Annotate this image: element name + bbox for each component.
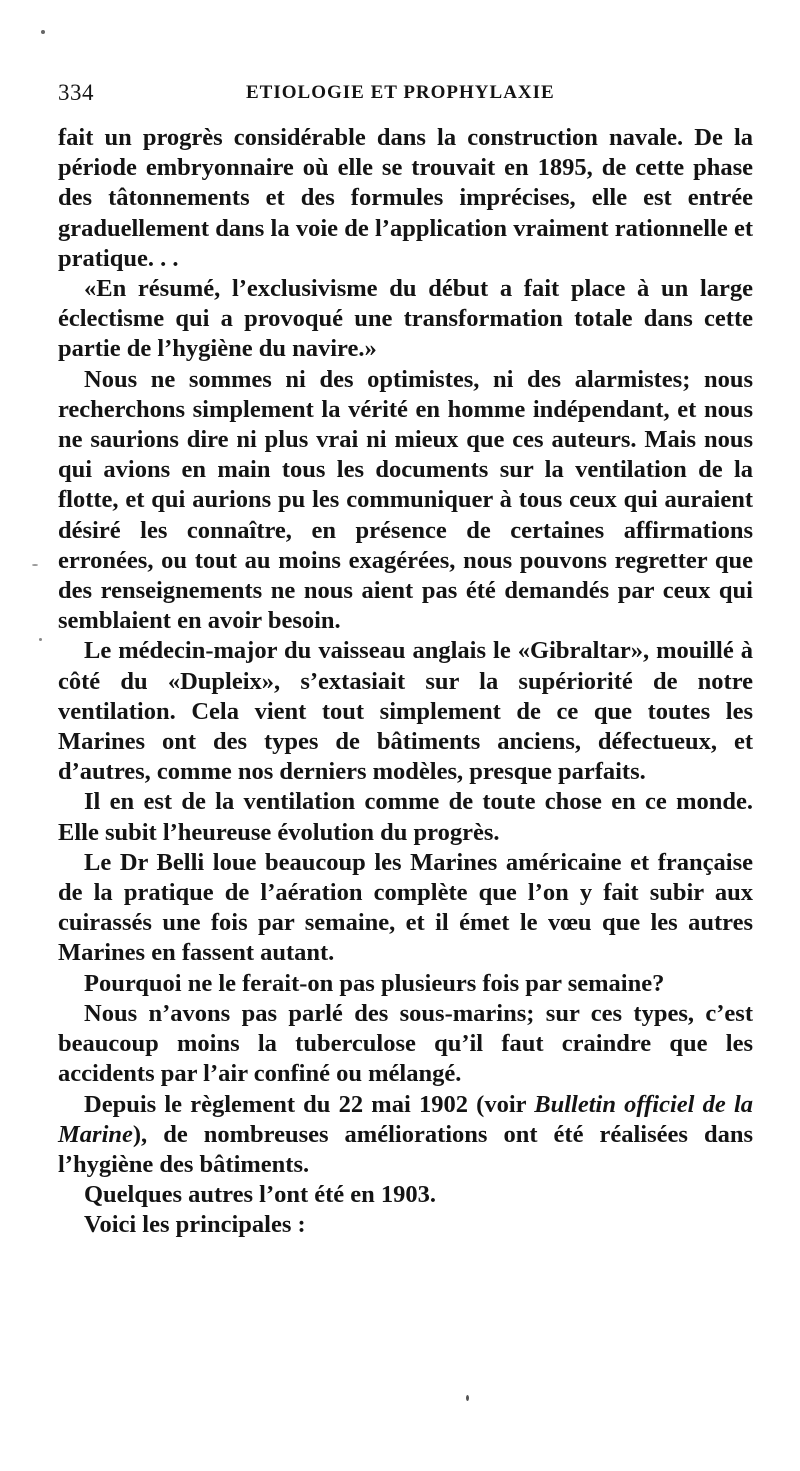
publication-title: Bulletin officiel de la Marine	[58, 1090, 753, 1148]
paragraph: Nous ne sommes ni des optimistes, ni des alarmistes; nous recherchons simplement la vérité en homme indépendant, et nous ne saurions dire ni plus vrai ni mieux que ces auteurs. Mais nous qui avions en main tous les documents sur la ventilation de la flotte, et qui aurions pu les communiquer à tous ceux qui auraient désiré les connaître, en présence de certaines affirmations erronées, ou tout au moins exagérées, nous pouvons regretter que des renseignements ne nous aient pas été demandés par ceux qui semblaient en avoir besoin.	[58, 365, 753, 635]
page-number: 334	[58, 80, 94, 105]
print-speck	[466, 1395, 469, 1401]
paragraph: Nous n’avons pas parlé des sous-marins; sur ces types, c’est beaucoup moins la tuberculose qu’il faut craindre que les accidents par l’air confiné ou mélangé.	[58, 999, 753, 1088]
paragraph: Le Dr Belli loue beaucoup les Marines américaine et française de la pratique de l’aération complète que l’on y fait subir aux cuirassés une fois par semaine, et il émet le vœu que les autres Marines en fassent autant.	[58, 848, 753, 967]
paragraph-text: ), de nombreuses améliorations ont été réalisées dans l’hygiène des bâtiments.	[58, 1120, 753, 1178]
print-speck	[41, 30, 45, 34]
paragraph: Voici les principales :	[84, 1211, 306, 1239]
paragraph: Il en est de la ventilation comme de toute chose en ce monde. Elle subit l’heureuse évolution du progrès.	[58, 788, 753, 846]
body-text	[58, 123, 753, 1241]
paragraph-text: Depuis le règlement du 22 mai 1902 (voir	[84, 1090, 535, 1118]
paragraph	[58, 1090, 753, 1181]
paragraph: Quelques autres l’ont été en 1903.	[84, 1181, 437, 1209]
running-title: ETIOLOGIE ET PROPHYLAXIE	[246, 82, 555, 103]
paragraph: Le médecin-major du vaisseau anglais le «Gibraltar», mouillé à côté du «Dupleix», s’extasiait sur la supériorité de notre ventilation. Cela vient tout simplement de ce que toutes les Marines ont des types de bâtiments anciens, défectueux, et d’autres, comme nos derniers modèles, presque parfaits.	[58, 637, 753, 786]
paragraph: Pourquoi ne le ferait-on pas plusieurs fois par semaine?	[84, 969, 665, 997]
paragraph: «En résumé, l’exclusivisme du début a fait place à un large éclectisme qui a provoqué une transformation totale dans cette partie de l’hygiène du navire.»	[58, 275, 753, 363]
paragraph: fait un progrès considérable dans la construction navale. De la période embryonnaire où elle se trouvait en 1895, de cette phase des tâtonnements et des formules imprécises, elle est entrée graduellement dans la voie de l’application vraiment rationnelle et pratique. . .	[58, 124, 753, 272]
print-speck	[32, 564, 38, 566]
page-header	[58, 80, 753, 112]
print-speck	[39, 638, 42, 641]
